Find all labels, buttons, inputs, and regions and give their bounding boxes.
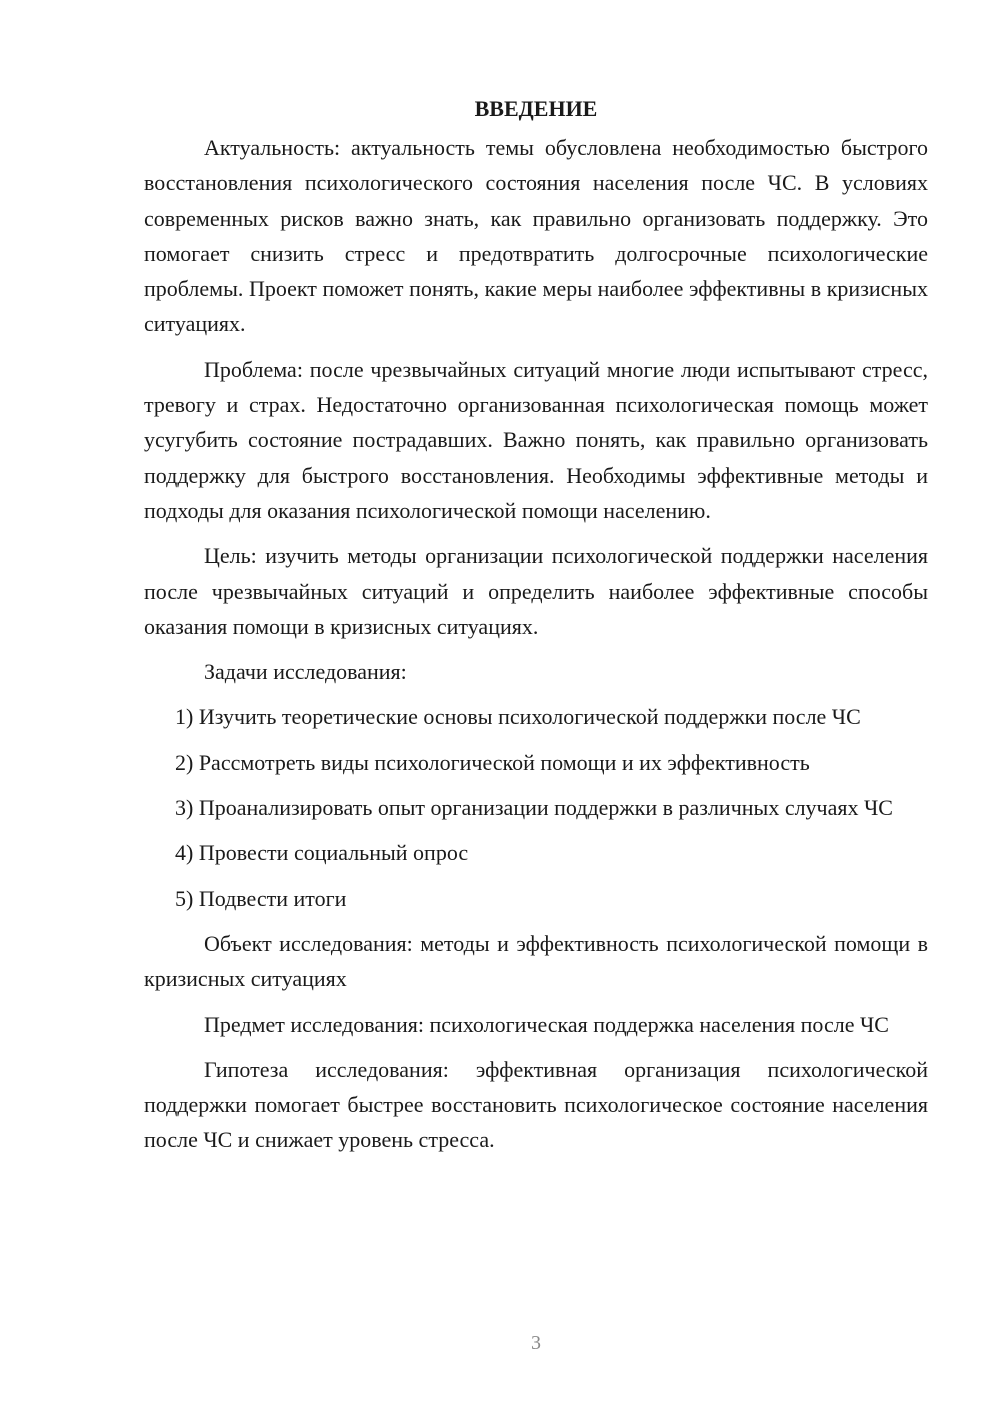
page-number: 3 [531, 1332, 541, 1354]
relevance-paragraph: Актуальность: актуальность темы обусловлена необходимостью быстрого восстановления психологического состояния населения после ЧС. В условиях современных рисков важно знать, как правильно организовать поддержку. Это помогает снизить стресс и предотвратить долгосрочные психологические проблемы. Проект поможет понять, какие меры наиболее эффективны в кризисных ситуациях. [144, 135, 928, 337]
tasks-heading: Задачи исследования: [204, 659, 407, 685]
goal-paragraph: Цель: изучить методы организации психологической поддержки населения после чрезвычайных ситуаций и определить наиболее эффективные способы оказания помощи в кризисных ситуациях. [144, 543, 928, 639]
section-title: ВВЕДЕНИЕ [474, 96, 598, 121]
task-item-5: 5) Подвести итоги [175, 885, 347, 911]
hypothesis-paragraph: Гипотеза исследования: эффективная организация психологической поддержки помогает быстрее восстановить психологическое состояние населения после ЧС и снижает уровень стресса. [144, 1056, 928, 1153]
object-paragraph: Объект исследования: методы и эффективность психологической помощи в кризисных ситуациях [144, 930, 928, 992]
subject-paragraph: Предмет исследования: психологическая поддержка населения после ЧС [204, 1011, 889, 1037]
task-item-4: 4) Провести социальный опрос [175, 840, 469, 866]
document-page [144, 92, 928, 1168]
task-item-3: 3) Проанализировать опыт организации поддержки в различных случаях ЧС [175, 795, 893, 821]
task-item-1: 1) Изучить теоретические основы психологической поддержки после ЧС [175, 704, 861, 730]
task-item-2: 2) Рассмотреть виды психологической помощи и их эффективность [175, 749, 810, 775]
problem-paragraph: Проблема: после чрезвычайных ситуаций многие люди испытывают стресс, тревогу и страх. Недостаточно организованная психологическая помощь может усугубить состояние пострадавших. Важно понять, как правильно организовать поддержку для быстрого восстановления. Необходимы эффективные методы и подходы для оказания психологической помощи населению. [144, 356, 928, 523]
